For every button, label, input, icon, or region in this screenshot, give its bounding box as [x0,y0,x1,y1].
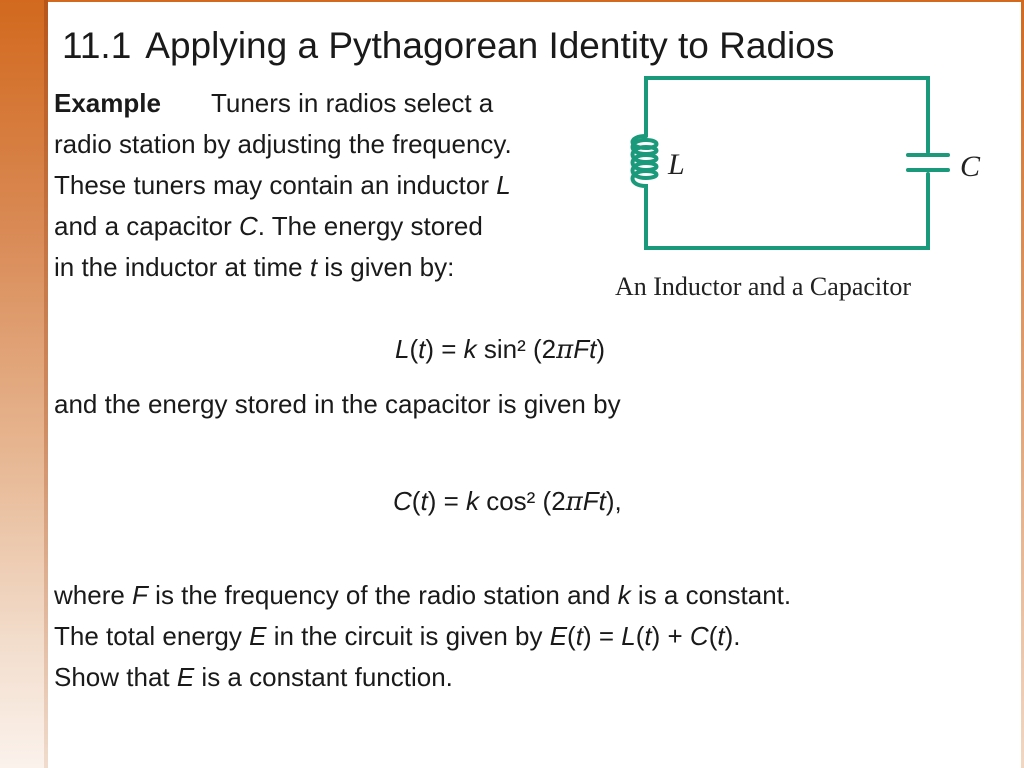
inductor-label: L [668,148,685,181]
slide-title [62,20,834,72]
capacitor-intro-line: and the energy stored in the capacitor is given by [54,389,621,419]
figure-caption: An Inductor and a Capacitor [615,272,912,301]
inductor-energy-equation: L(t) = k sin² (2πFt) [395,334,606,365]
intro-line-5: in the inductor at time t is given by: [54,252,455,282]
lc-circuit-diagram [610,70,1000,275]
title-text: Applying a Pythagorean Identity to Radios [145,25,835,66]
example-label: Example [54,88,161,118]
intro-line-4: and a capacitor C. The energy stored [54,211,483,241]
accent-sidebar [0,0,48,768]
top-border [48,0,1024,2]
section-number: 11.1 [62,25,132,66]
capacitor-label: C [960,150,981,183]
circuit-wire [646,78,928,152]
intro-line-3: These tuners may contain an inductor L [54,170,511,200]
intro-line-1: Example Tuners in radios select a [54,88,494,118]
accent-sidebar-edge [44,0,48,768]
closing-line-1: where F is the frequency of the radio station and k is a constant. [54,580,792,610]
capacitor-energy-equation: C(t) = k cos² (2πFt), [393,486,622,517]
intro-line-2: radio station by adjusting the frequency. [54,129,512,159]
closing-line-2: The total energy E in the circuit is given by E(t) = L(t) + C(t). [54,621,741,651]
closing-line-3: Show that E is a constant function. [54,662,453,692]
circuit-wire-bottom [646,174,928,248]
inductor-coil [633,136,657,192]
